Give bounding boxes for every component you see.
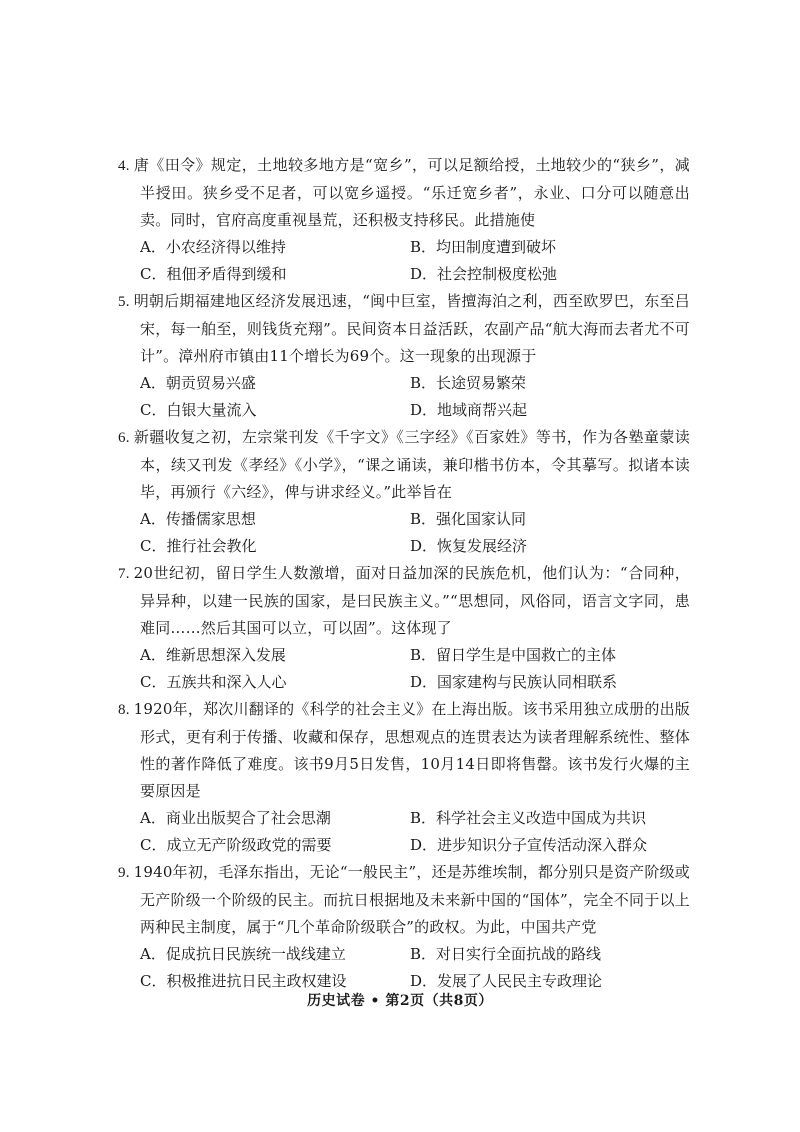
question-stem [118, 152, 690, 234]
option-grid [118, 805, 690, 859]
option-c: C．租佃矛盾得到缓和 [140, 265, 287, 283]
option-c: C．五族共和深入人心 [140, 673, 287, 691]
option-c: C．白银大量流入 [140, 401, 257, 419]
option-b: B．长途贸易繁荣 [410, 374, 527, 392]
option-c: C．积极推进抗日民主政权建设 [140, 972, 347, 990]
question-number: 5. [118, 294, 130, 310]
page-footer: 历史试卷 • 第2页（共8页） [307, 993, 493, 1009]
option-a: A．朝贡贸易兴盛 [140, 374, 256, 392]
question-5 [118, 288, 690, 424]
question-number: 9. [118, 865, 130, 881]
question-text: 新疆收复之初，左宗棠刊发《千字文》《三字经》《百家姓》等书，作为各塾童蒙读本，续又刊发《孝经》《小学》，“课之诵读，兼印楷书仿本，令其摹写。拟诸本读毕，再颁行《六经》，俾与讲求经义。”此举旨在 [133, 428, 690, 501]
question-stem [118, 696, 690, 805]
question-text: 明朝后期福建地区经济发展迅速，“闽中巨室，皆擅海泊之利，西至欧罗巴，东至吕宋，每一舶至，则钱货充翔”。民间资本日益活跃，农副产品“航大海而去者尤不可计”。漳州府市镇由11个增长为69个。这一现象的出现源于 [133, 292, 690, 365]
question-text: 20世纪初，留日学生人数激增，面对日益加深的民族危机，他们认为：“合同种，异异种，以建一民族的国家，是曰民族主义。”“思想同，风俗同，语言文字同，患难同……然后其国可以立，可以固”。这体现了 [133, 564, 690, 637]
question-6 [118, 424, 690, 560]
option-d: D．恢复发展经济 [410, 537, 528, 555]
question-text: 1920年，郑次川翻译的《科学的社会主义》在上海出版。该书采用独立成册的出版形式，更有利于传播、收藏和保存，思想观点的连贯表达为读者理解系统性、整体性的著作降低了难度。该书9月5日发售，10月14日即将售罄。该书发行火爆的主要原因是 [133, 700, 690, 800]
option-d: D．地域商帮兴起 [410, 401, 528, 419]
question-8 [118, 696, 690, 859]
option-d: D．进步知识分子宣传活动深入群众 [410, 836, 648, 854]
question-text: 唐《田令》规定，土地较多地方是“宽乡”，可以足额给授，土地较少的“狭乡”，减半授田。狭乡受不足者，可以宽乡遥授。“乐迁宽乡者”，永业、口分可以随意出卖。同时，官府高度重视垦荒，还积极支持移民。此措施使 [133, 156, 690, 229]
option-d: D．国家建构与民族认同相联系 [410, 673, 618, 691]
option-a: A．传播儒家思想 [140, 510, 256, 528]
option-grid [118, 506, 690, 560]
option-b: B．均田制度遭到破坏 [410, 238, 557, 256]
question-9 [118, 859, 690, 995]
question-list [118, 152, 690, 995]
question-number: 8. [118, 702, 130, 718]
question-number: 7. [118, 566, 130, 582]
option-a: A．小农经济得以维持 [140, 238, 286, 256]
option-b: B．科学社会主义改造中国成为共识 [410, 809, 647, 827]
question-stem [118, 288, 690, 370]
option-b: B．留日学生是中国救亡的主体 [410, 646, 617, 664]
question-7 [118, 560, 690, 696]
question-stem [118, 859, 690, 941]
option-a: A．商业出版契合了社会思潮 [140, 809, 331, 827]
option-a: A．维新思想深入发展 [140, 646, 286, 664]
question-stem [118, 424, 690, 506]
option-b: B．对日实行全面抗战的路线 [410, 945, 602, 963]
option-b: B．强化国家认同 [410, 510, 527, 528]
option-c: C．成立无产阶级政党的需要 [140, 836, 332, 854]
option-grid [118, 941, 690, 995]
option-d: D．社会控制极度松弛 [410, 265, 558, 283]
question-text: 1940年初，毛泽东指出，无论“一般民主”，还是苏维埃制，都分别只是资产阶级或无产阶级一个阶级的民主。而抗日根据地及未来新中国的“国体”，完全不同于以上两种民主制度，属于“几个革命阶级联合”的政权。为此，中国共产党 [133, 863, 690, 936]
option-d: D．发展了人民民主专政理论 [410, 972, 603, 990]
question-stem [118, 560, 690, 642]
option-grid [118, 370, 690, 424]
option-c: C．推行社会教化 [140, 537, 257, 555]
option-a: A．促成抗日民族统一战线建立 [140, 945, 346, 963]
question-number: 6. [118, 430, 130, 446]
option-grid [118, 234, 690, 288]
option-grid [118, 642, 690, 696]
question-number: 4. [118, 158, 130, 174]
question-4 [118, 152, 690, 288]
